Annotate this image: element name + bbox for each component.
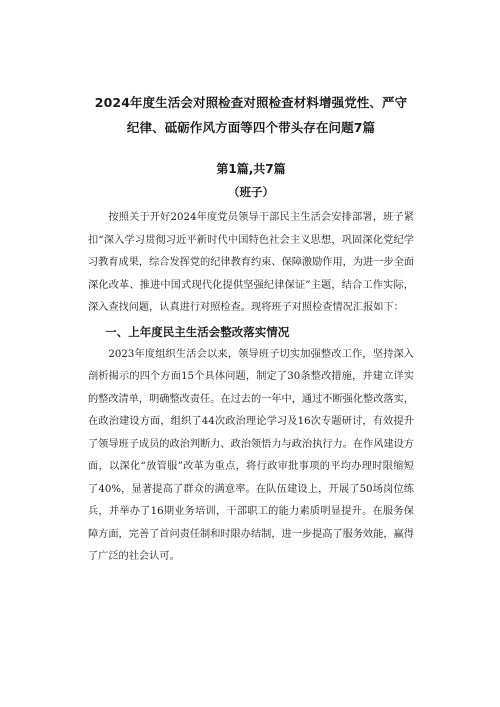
chapter-indicator: 第1篇,共7篇 (216, 162, 286, 176)
section-heading: 一、上年度民主生活会整改落实情况 (105, 324, 290, 339)
document-title-line-2: 纪律、砥砺作风方面等四个带头存在问题7篇 (126, 120, 376, 135)
section-paragraph: 2023年度组织生活会以来，领导班子切实加强整改工作，坚持深入剖析揭示的四个方面15个具体问题，制定了30条整改措施，并建立详实的整改清单，明确整改责任。在过去的一年中，通过不断强化整改落实，在政治建设方面，组织了44次政治理论学习及16次专题研讨，有效提升了领导班子成员的政治判断力、政治领悟力与政治执行力。在作风建设方面，以深化“放管服”改革为重点，将行政审批事项的平均办理时限缩短了40%，显著提高了群众的满意率。在队伍建设上，开展了50场岗位练兵，并举办了16期业务培训，干部职工的能力素质明显提升。在服务保障方面，完善了首问责任制和时限办结制，进一步提高了服务效能，赢得了广泛的社会认可。 (88, 348, 414, 562)
intro-paragraph: 按照关于开好2024年度党员领导干部民主生活会安排部署，班子紧扣“深入学习贯彻习近平新时代中国特色社会主义思想，巩固深化党纪学习教育成果，综合发挥党的纪律教育约束、保障激励作用，为进一步全面深化改革、推进中国式现代化提供坚强纪律保证”主题，结合工作实际，深入查找问题，认真进行对照检查。现将班子对照检查情况汇报如下： (88, 212, 414, 313)
document-subtitle: （班子） (228, 185, 274, 199)
document-title (88, 0, 414, 140)
document-title-line-1: 2024年度生活会对照检查对照检查材料增强党性、严守 (94, 95, 408, 110)
